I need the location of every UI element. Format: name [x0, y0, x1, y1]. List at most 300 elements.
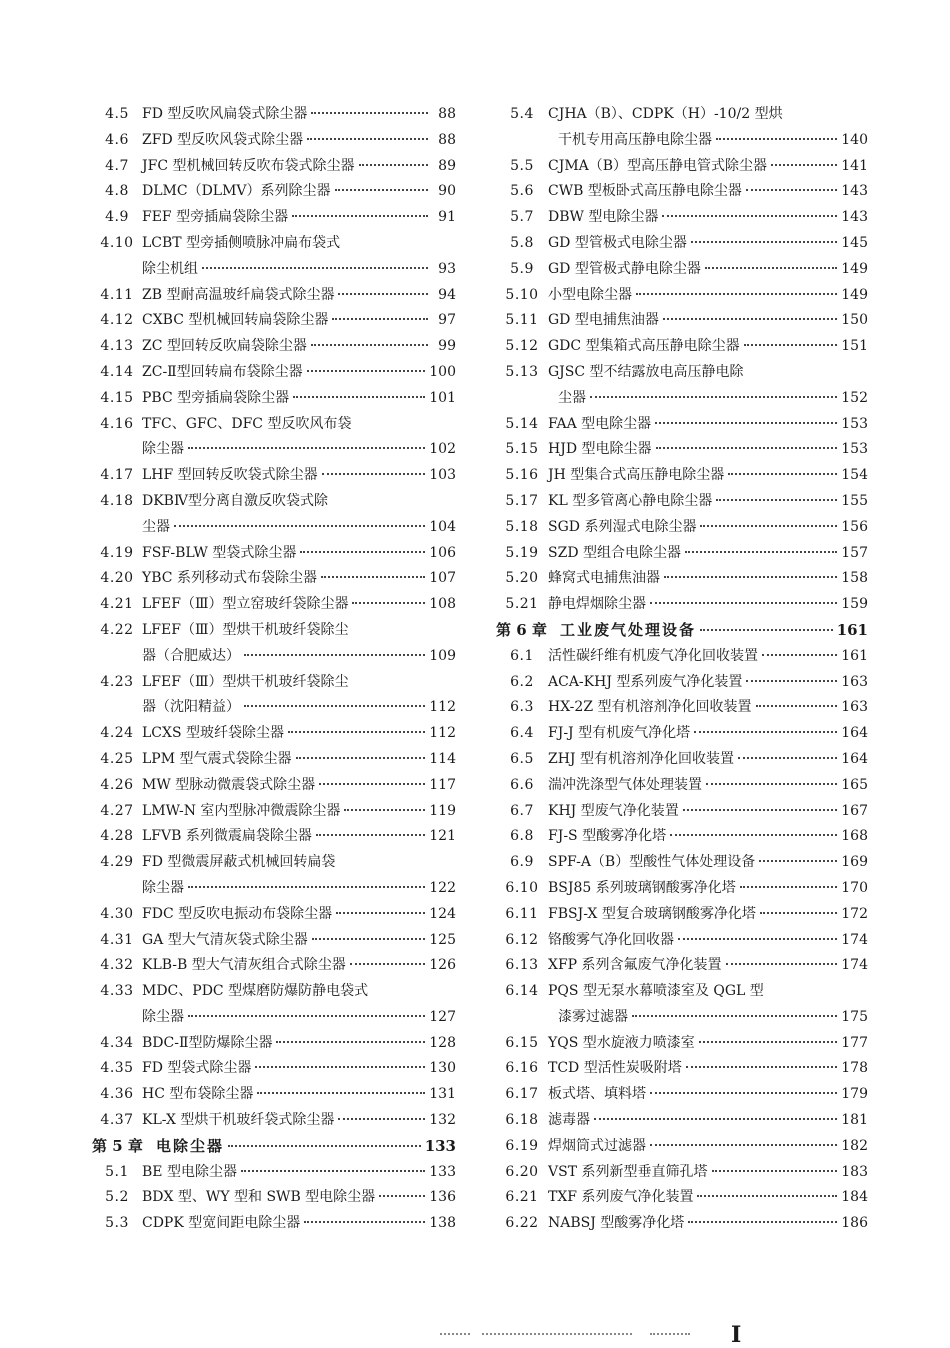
dot-leader	[307, 138, 428, 140]
dot-leader	[300, 551, 425, 553]
section-title: FDC 型反吹电振动布袋除尘器	[142, 905, 333, 922]
page-number: 119	[429, 802, 456, 819]
section-number: 4.23	[100, 673, 134, 690]
toc-entry	[92, 747, 456, 773]
page-number: 112	[429, 699, 456, 716]
dot-leader	[590, 396, 837, 398]
section-title: CJHA（B）、CDPK（H）-10/2 型烘	[548, 106, 783, 122]
dot-leader	[594, 1118, 837, 1120]
section-title: YQS 型水旋液力喷漆室	[548, 1034, 695, 1051]
section-title: FEF 型旁插扁袋除尘器	[142, 209, 289, 226]
dot-leader	[678, 938, 837, 940]
section-title: BSJ85 系列玻璃钢酸雾净化塔	[548, 879, 736, 896]
toc-entry	[496, 695, 868, 721]
dot-leader	[359, 164, 429, 166]
page-number: 145	[841, 234, 868, 251]
toc-entry	[92, 1082, 456, 1108]
page-number: 152	[841, 389, 868, 406]
section-number: 6.10	[505, 879, 539, 896]
section-number: 4.32	[100, 957, 134, 974]
section-number: 4.14	[100, 363, 134, 380]
toc-entry	[496, 1056, 868, 1082]
section-number: 5.4	[510, 106, 534, 122]
section-title: KHJ 型废气净化装置	[548, 802, 679, 819]
page-number: 106	[429, 544, 456, 561]
dot-leader	[760, 912, 837, 914]
dot-leader	[762, 654, 837, 656]
dot-leader	[338, 293, 428, 295]
page-number: 91	[438, 209, 456, 226]
toc-entry	[496, 953, 868, 979]
toc-entry	[496, 644, 868, 670]
toc-entry	[496, 257, 868, 283]
section-title: 漆雾过滤器	[558, 1008, 628, 1025]
dot-leader	[686, 1066, 838, 1068]
section-number: 4.37	[100, 1112, 134, 1129]
section-number: 5.19	[505, 544, 539, 561]
section-number: 6.15	[505, 1034, 539, 1051]
section-number: 4.12	[100, 312, 134, 329]
section-title: FD 型微震屏蔽式机械回转扁袋	[142, 854, 336, 871]
toc-entry	[496, 128, 868, 154]
toc-entry	[92, 386, 456, 412]
page-number: 128	[429, 1034, 456, 1051]
page-number: 161	[841, 647, 868, 664]
section-title: LFEF（Ⅲ）型烘干机玻纤袋除尘	[142, 621, 349, 638]
page-number: 102	[429, 441, 456, 458]
toc-entry	[496, 283, 868, 309]
page-number: 141	[841, 157, 868, 174]
section-number: 6.19	[505, 1137, 539, 1154]
toc-entry	[92, 231, 456, 257]
section-number: 4.10	[100, 234, 134, 251]
section-number: 6.17	[505, 1086, 539, 1103]
page-number: 88	[438, 106, 456, 122]
toc-entry	[92, 618, 456, 644]
section-title: FJ-S 型酸雾净化塔	[548, 828, 667, 845]
page-number: 163	[841, 673, 868, 690]
chapter-number: 第 5 章	[92, 1136, 143, 1155]
dot-leader	[304, 1221, 425, 1223]
section-number: 4.6	[105, 131, 129, 148]
dot-leader	[700, 629, 833, 631]
toc-entry	[92, 154, 456, 180]
toc-entry	[496, 463, 868, 489]
dot-leader	[228, 1145, 421, 1147]
toc-entry	[92, 489, 456, 515]
section-number: 4.20	[100, 570, 134, 587]
toc-entry	[496, 1082, 868, 1108]
section-title: LFVB 系列微震扁袋除尘器	[142, 828, 312, 845]
scan-noise	[650, 1332, 690, 1335]
page-number: 158	[841, 570, 868, 587]
page-number: 183	[841, 1163, 868, 1180]
toc-entry	[496, 773, 868, 799]
section-title: CWB 型板卧式高压静电除尘器	[548, 183, 742, 200]
section-number: 6.8	[510, 828, 534, 845]
section-title: ZB 型耐高温玻纤扁袋式除尘器	[142, 286, 335, 303]
section-number: 4.17	[100, 467, 134, 484]
page-number: 164	[841, 725, 868, 742]
section-number: 4.25	[100, 750, 134, 767]
section-number: 4.33	[100, 983, 134, 1000]
section-title: XFP 系列含氟废气净化装置	[548, 957, 722, 974]
toc-entry	[496, 334, 868, 360]
section-number: 6.12	[505, 931, 539, 948]
section-number: 4.27	[100, 802, 134, 819]
section-number: 4.15	[100, 389, 134, 406]
page-number: 124	[429, 905, 456, 922]
toc-entry	[496, 592, 868, 618]
page-number-mark: I	[731, 1322, 742, 1348]
page-number: 175	[841, 1008, 868, 1025]
section-title: BE 型电除尘器	[142, 1163, 237, 1180]
section-number: 6.18	[505, 1112, 539, 1129]
section-title: LFEF（Ⅲ）型烘干机玻纤袋除尘	[142, 673, 349, 690]
section-number: 4.26	[100, 776, 134, 793]
section-number: 6.20	[505, 1163, 539, 1180]
dot-leader	[688, 1221, 837, 1223]
page-number: 122	[429, 879, 456, 896]
dot-leader	[706, 783, 837, 785]
page-number: 181	[841, 1112, 868, 1129]
section-number: 5.16	[505, 467, 539, 484]
page-number: 184	[841, 1189, 868, 1206]
dot-leader	[292, 215, 428, 217]
section-number: 6.2	[510, 673, 534, 690]
toc-entry	[92, 283, 456, 309]
dot-leader	[188, 447, 425, 449]
dot-leader	[338, 1118, 425, 1120]
page-number: 151	[841, 338, 868, 355]
dot-leader	[244, 654, 425, 656]
section-title: KL-X 型烘干机玻纤袋式除尘器	[142, 1112, 335, 1129]
toc-entry	[92, 902, 456, 928]
toc-entry	[92, 695, 456, 721]
toc-entry	[92, 308, 456, 334]
dot-leader	[746, 189, 837, 191]
section-title: 静电焊烟除尘器	[548, 596, 646, 613]
dot-leader	[307, 370, 426, 372]
toc-entry	[92, 721, 456, 747]
section-title: 焊烟筒式过滤器	[548, 1137, 646, 1154]
dot-leader	[683, 809, 838, 811]
dot-leader	[336, 912, 425, 914]
page-number: 132	[429, 1112, 456, 1129]
section-number: 5.18	[505, 518, 539, 535]
page-number: 169	[841, 854, 868, 871]
toc-entry	[496, 515, 868, 541]
dot-leader	[726, 963, 838, 965]
section-number: 5.3	[105, 1215, 129, 1232]
toc-entry	[92, 824, 456, 850]
page-number: 104	[429, 518, 456, 535]
toc-entry	[496, 1134, 868, 1160]
dot-leader	[740, 886, 838, 888]
toc-entry	[92, 128, 456, 154]
page-number: 174	[841, 931, 868, 948]
section-number: 4.19	[100, 544, 134, 561]
section-number: 4.28	[100, 828, 134, 845]
section-title: 活性碳纤维有机废气净化回收装置	[548, 647, 758, 664]
page-number: 89	[438, 157, 456, 174]
section-number: 5.20	[505, 570, 539, 587]
section-title: 滤毒器	[548, 1112, 590, 1129]
dot-leader	[650, 1092, 837, 1094]
page-number: 174	[841, 957, 868, 974]
section-title: 干机专用高压静电除尘器	[558, 131, 712, 148]
page-number: 127	[429, 1008, 456, 1025]
page-number: 133	[429, 1163, 456, 1180]
dot-leader	[650, 602, 837, 604]
toc-entry	[496, 231, 868, 257]
dot-leader	[311, 112, 428, 114]
toc-entry	[92, 205, 456, 231]
section-number: 4.31	[100, 931, 134, 948]
section-title: ZC 型回转反吹扁袋除尘器	[142, 338, 307, 355]
section-title: GD 型管极式电除尘器	[548, 234, 687, 251]
section-title: YBC 系列移动式布袋除尘器	[142, 570, 317, 587]
toc-entry	[92, 360, 456, 386]
dot-leader	[296, 757, 426, 759]
section-title: BDC-Ⅱ型防爆除尘器	[142, 1034, 273, 1051]
dot-leader	[662, 215, 837, 217]
page-number: 164	[841, 750, 868, 767]
toc-entry	[496, 1108, 868, 1134]
section-title: 铬酸雾气净化回收器	[548, 931, 674, 948]
section-number: 6.4	[510, 725, 534, 742]
toc-entry	[496, 386, 868, 412]
section-number: 5.8	[510, 234, 534, 251]
dot-leader	[771, 164, 837, 166]
section-number: 5.12	[505, 338, 539, 355]
section-number: 4.9	[105, 209, 129, 226]
dot-leader	[276, 1041, 425, 1043]
toc-entry	[496, 412, 868, 438]
dot-leader	[255, 1066, 425, 1068]
section-title: ZC-Ⅱ型回转扁布袋除尘器	[142, 363, 303, 380]
dot-leader	[656, 447, 838, 449]
section-title: 湍冲洗涤型气体处理装置	[548, 776, 702, 793]
toc-entry	[92, 1211, 456, 1237]
page-number: 90	[438, 183, 456, 200]
dot-leader	[188, 886, 425, 888]
toc-entry	[496, 979, 868, 1005]
page-number: 172	[841, 905, 868, 922]
section-number: 5.14	[505, 415, 539, 432]
toc-entry	[92, 773, 456, 799]
toc-entry	[496, 102, 868, 128]
toc-entry	[496, 1160, 868, 1186]
toc-chapter-heading	[496, 618, 868, 644]
section-title: DLMC（DLMV）系列除尘器	[142, 183, 331, 200]
dot-leader	[293, 396, 425, 398]
toc-entry	[496, 566, 868, 592]
page-number: 143	[841, 209, 868, 226]
dot-leader	[650, 1144, 837, 1146]
section-title: 蜂窝式电捕焦油器	[548, 570, 660, 587]
toc-entry	[496, 1031, 868, 1057]
section-title: LCXS 型玻纤袋除尘器	[142, 725, 285, 742]
dot-leader	[670, 834, 837, 836]
section-number: 4.21	[100, 596, 134, 613]
section-title: JH 型集合式高压静电除尘器	[548, 467, 725, 484]
page-number: 170	[841, 879, 868, 896]
dot-leader	[746, 680, 837, 682]
dot-leader	[174, 525, 425, 527]
toc-entry	[92, 463, 456, 489]
section-number: 6.14	[505, 983, 539, 1000]
toc-entry	[496, 437, 868, 463]
dot-leader	[244, 705, 425, 707]
dot-leader	[685, 551, 837, 553]
page-number: 136	[429, 1189, 456, 1206]
dot-leader	[311, 344, 428, 346]
section-number: 4.34	[100, 1034, 134, 1051]
section-title: FAA 型电除尘器	[548, 415, 652, 432]
toc-entry	[92, 979, 456, 1005]
section-number: 4.16	[100, 415, 134, 432]
toc-entry	[496, 721, 868, 747]
section-title: SGD 系列湿式电除尘器	[548, 518, 697, 535]
dot-leader	[321, 576, 425, 578]
toc-chapter-heading	[92, 1134, 456, 1160]
section-title: MDC、PDC 型煤磨防爆防静电袋式	[142, 983, 369, 1000]
dot-leader	[312, 938, 426, 940]
dot-leader	[712, 1170, 838, 1172]
section-number: 6.11	[505, 905, 539, 922]
dot-leader	[744, 344, 838, 346]
dot-leader	[691, 241, 837, 243]
page-number: 168	[841, 828, 868, 845]
page-number: 149	[841, 286, 868, 303]
dot-leader	[700, 525, 837, 527]
section-number: 4.8	[105, 183, 129, 200]
section-title: 除尘器	[142, 879, 184, 896]
dot-leader	[728, 473, 837, 475]
toc-entry	[92, 1005, 456, 1031]
section-number: 5.6	[510, 183, 534, 200]
dot-leader	[655, 422, 837, 424]
dot-leader	[663, 318, 837, 320]
dot-leader	[332, 318, 428, 320]
section-number: 4.18	[100, 492, 134, 509]
page-number: 93	[438, 260, 456, 277]
section-title: CXBC 型机械回转扁袋除尘器	[142, 312, 329, 329]
section-number: 4.22	[100, 621, 134, 638]
toc-entry	[92, 1108, 456, 1134]
page-number: 100	[429, 363, 456, 380]
dot-leader	[636, 293, 837, 295]
dot-leader	[699, 1041, 838, 1043]
section-title: PBC 型旁插扁袋除尘器	[142, 389, 290, 406]
section-title: TXF 系列废气净化装置	[548, 1189, 694, 1206]
section-title: ACA-KHJ 型系列废气净化装置	[548, 673, 743, 690]
toc-entry	[496, 1005, 868, 1031]
page-number: 153	[841, 415, 868, 432]
section-number: 5.9	[510, 260, 534, 277]
dot-leader	[352, 602, 425, 604]
section-number: 6.6	[510, 776, 534, 793]
dot-leader	[379, 1195, 425, 1197]
page-number: 140	[841, 131, 868, 148]
page-number: 121	[429, 828, 456, 845]
section-title: HX-2Z 型有机溶剂净化回收装置	[548, 699, 752, 716]
section-title: KLB-B 型大气清灰组合式除尘器	[142, 957, 346, 974]
page-number: 131	[429, 1086, 456, 1103]
toc-entry	[496, 541, 868, 567]
page-number: 97	[438, 312, 456, 329]
toc-entry	[92, 515, 456, 541]
section-title: 除尘器	[142, 1008, 184, 1025]
section-title: FD 型反吹风扁袋式除尘器	[142, 106, 308, 122]
toc-entry	[496, 1211, 868, 1237]
scan-noise	[482, 1332, 632, 1335]
section-number: 6.1	[510, 647, 534, 664]
dot-leader	[664, 576, 837, 578]
dot-leader	[759, 860, 837, 862]
dot-leader	[697, 1195, 837, 1197]
section-number: 6.3	[510, 699, 534, 716]
section-title: NABSJ 型酸雾净化塔	[548, 1215, 685, 1232]
section-number: 6.13	[505, 957, 539, 974]
dot-leader	[288, 731, 425, 733]
section-number: 5.21	[505, 596, 539, 613]
section-title: LMW-N 室内型脉冲微震除尘器	[142, 802, 341, 819]
page-number: 133	[424, 1136, 456, 1155]
section-title: FD 型袋式除尘器	[142, 1060, 252, 1077]
page-number: 117	[429, 776, 456, 793]
page-number: 107	[429, 570, 456, 587]
dot-leader	[257, 1092, 425, 1094]
toc-entry	[496, 489, 868, 515]
section-number: 5.5	[510, 157, 534, 174]
section-title: 器（沈阳精益）	[142, 699, 240, 716]
section-title: SZD 型组合电除尘器	[548, 544, 681, 561]
toc-column-left	[92, 102, 456, 1237]
dot-leader	[705, 267, 837, 269]
section-title: LCBT 型旁插侧喷脉冲扁布袋式	[142, 234, 341, 251]
toc-entry	[92, 876, 456, 902]
dot-leader	[202, 267, 428, 269]
toc-entry	[92, 850, 456, 876]
section-number: 4.7	[105, 157, 129, 174]
section-title: FBSJ-X 型复合玻璃钢酸雾净化塔	[548, 905, 756, 922]
page-number: 88	[438, 131, 456, 148]
page-number: 155	[841, 492, 868, 509]
page-number: 109	[429, 647, 456, 664]
section-title: HC 型布袋除尘器	[142, 1086, 254, 1103]
page-number: 99	[438, 338, 456, 355]
page-number: 161	[836, 620, 868, 639]
toc-entry	[92, 670, 456, 696]
section-title: JFC 型机械回转反吹布袋式除尘器	[142, 157, 355, 174]
section-title: 除尘器	[142, 441, 184, 458]
section-number: 4.5	[105, 106, 129, 122]
page-number: 179	[841, 1086, 868, 1103]
section-title: FSF-BLW 型袋式除尘器	[142, 544, 297, 561]
toc-entry	[496, 670, 868, 696]
toc-entry	[496, 179, 868, 205]
section-title: 器（合肥威达）	[142, 647, 240, 664]
toc-entry	[92, 592, 456, 618]
dot-leader	[694, 731, 837, 733]
page-number: 178	[841, 1060, 868, 1077]
chapter-number: 第 6 章	[496, 620, 547, 639]
page-number: 149	[841, 260, 868, 277]
toc-entry	[92, 644, 456, 670]
section-number: 5.1	[105, 1163, 129, 1180]
